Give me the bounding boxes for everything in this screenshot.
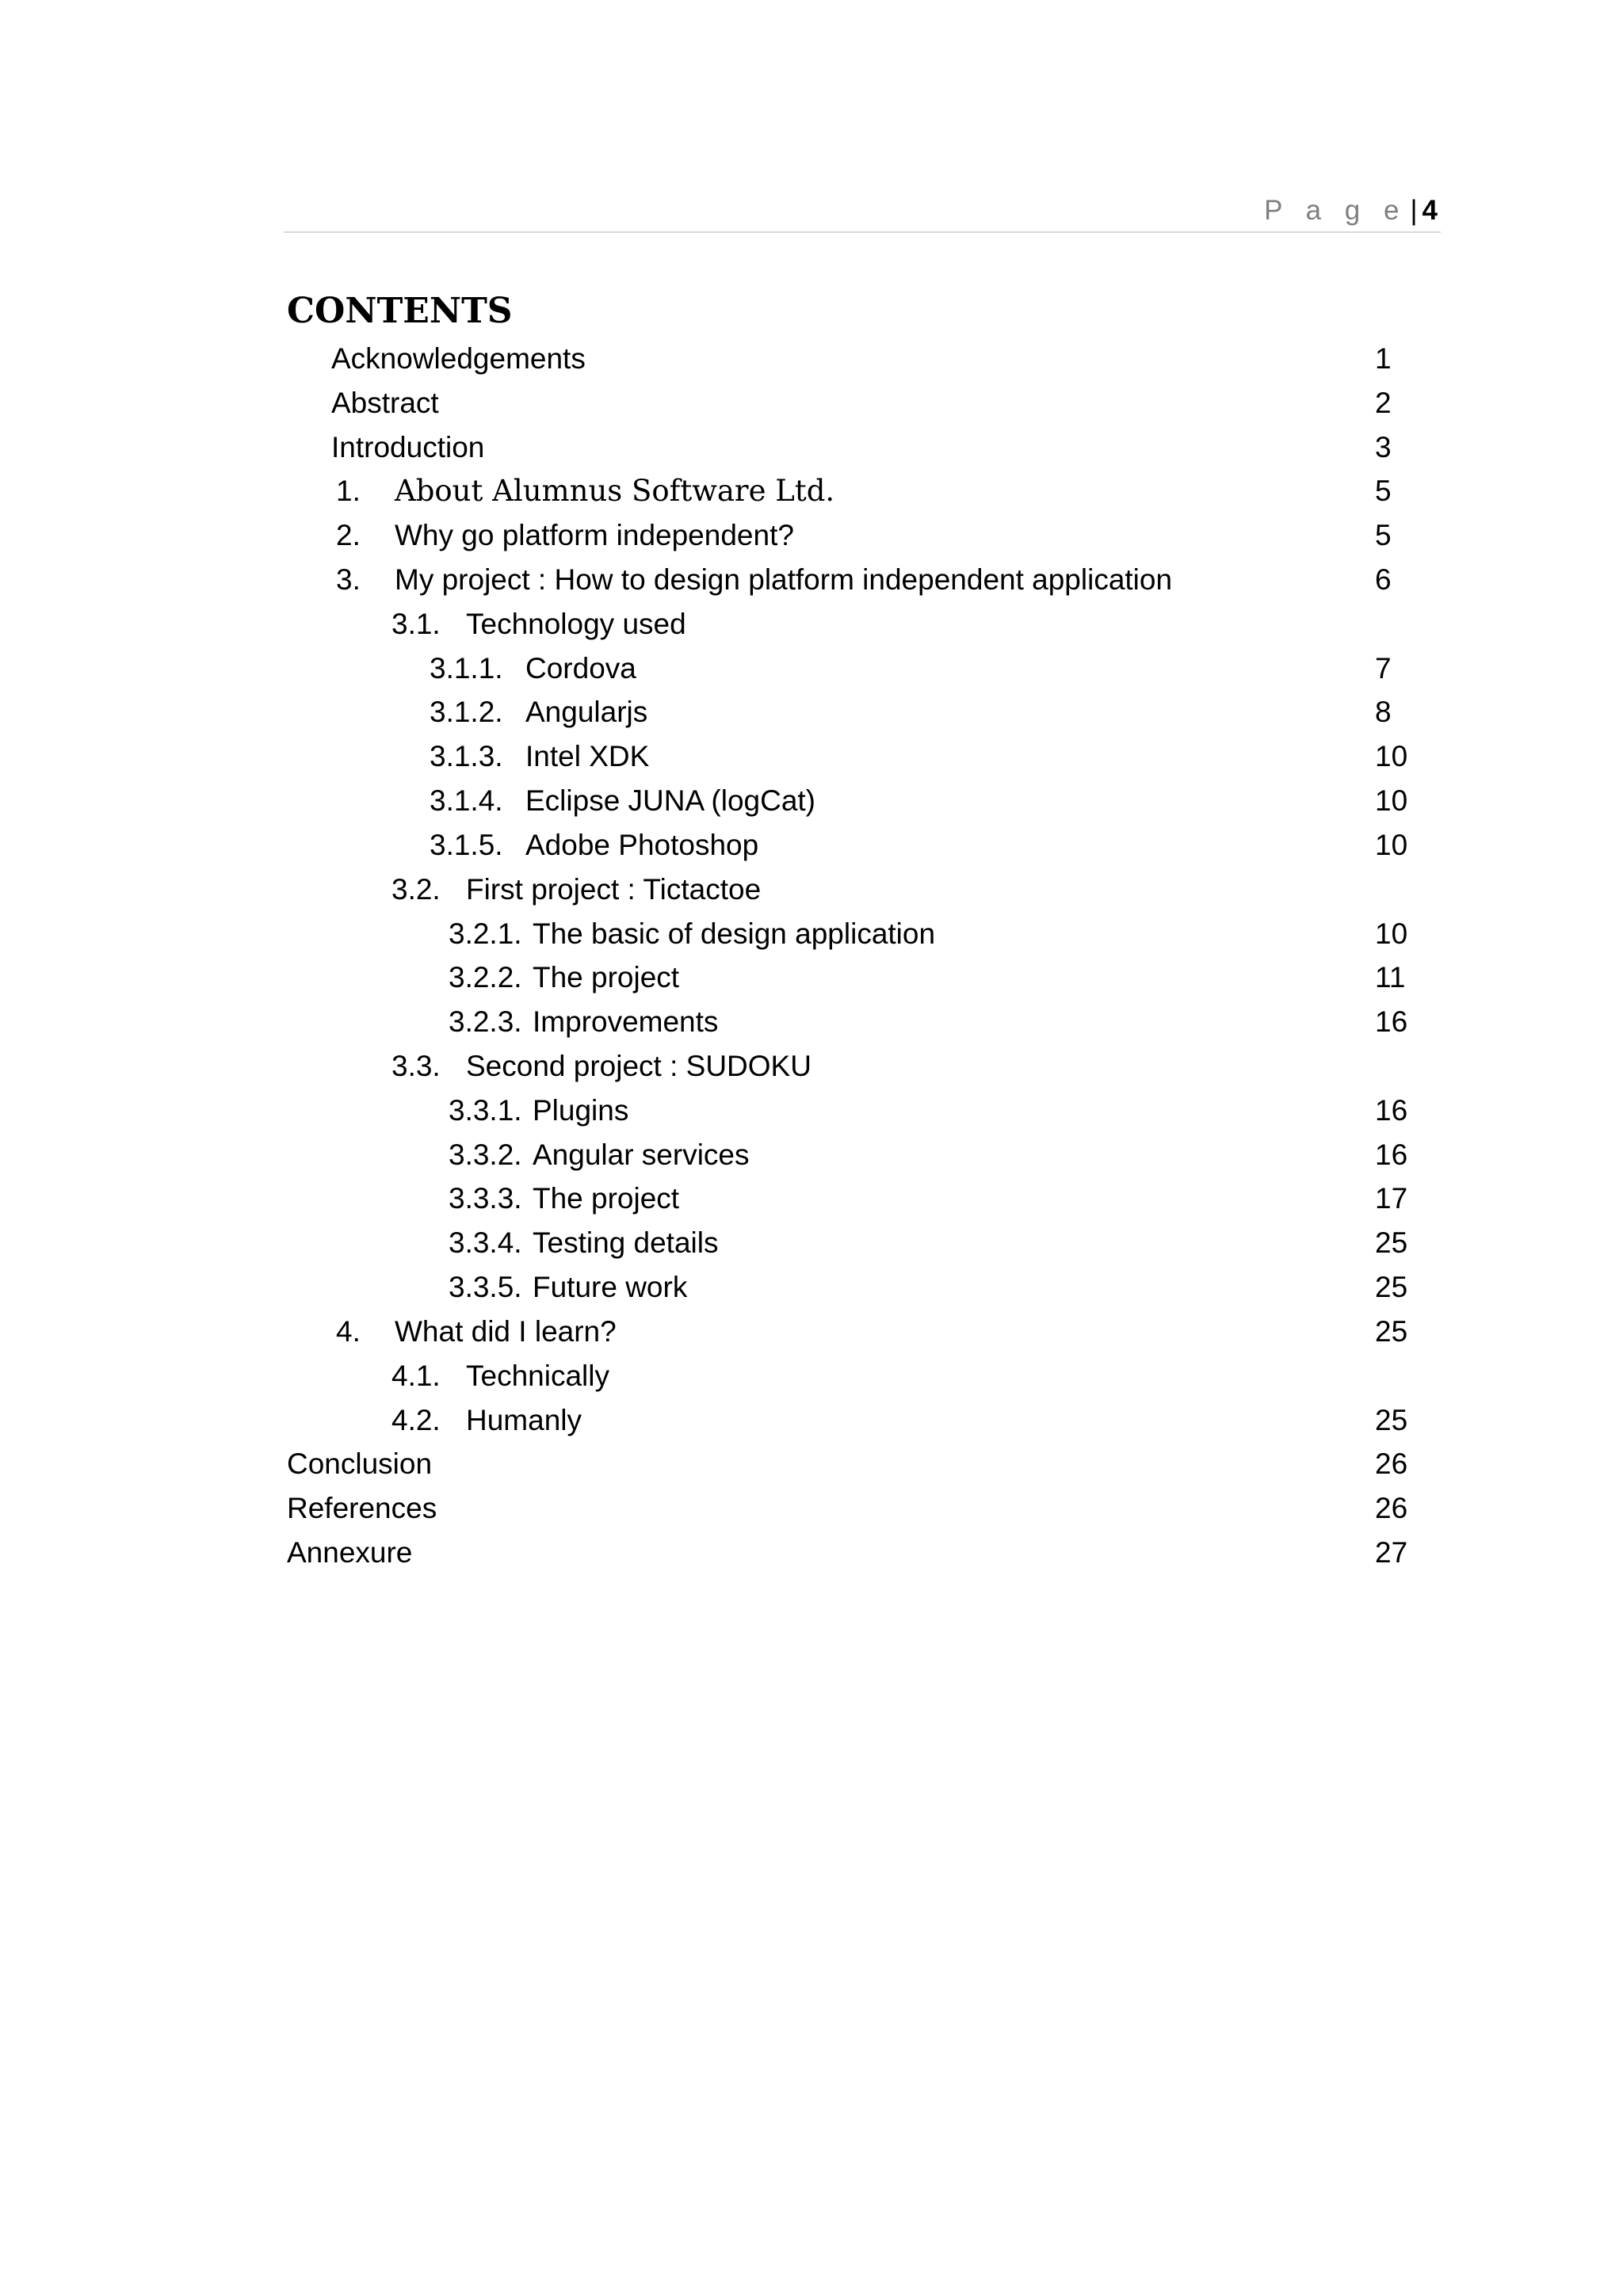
toc-entry-page: 10: [1375, 829, 1408, 861]
toc-entry-label: The project: [533, 961, 680, 994]
toc-entry-label: Plugins: [533, 1094, 629, 1127]
toc-entry-label: Future work: [533, 1271, 688, 1303]
toc-entry: [0, 1531, 1623, 1575]
page-word: P a g e: [1264, 195, 1407, 226]
toc-entry: [0, 779, 1623, 823]
toc-entry-page: 16: [1375, 1138, 1408, 1171]
toc-entry-label: Angularjs: [525, 696, 648, 728]
toc-entry-page: 6: [1375, 563, 1392, 596]
toc-entry: [0, 513, 1623, 558]
toc-entry: [0, 1398, 1623, 1443]
toc-entry: [0, 425, 1623, 470]
toc-entry-number: 3.1.3.: [430, 740, 503, 772]
toc-entry-label: Technology used: [466, 608, 686, 640]
toc-entry-label: Technically: [466, 1360, 609, 1392]
toc-entry-page: 25: [1375, 1315, 1408, 1348]
toc-entry-label: Why go platform independent?: [395, 519, 794, 551]
toc-entry-number: 3.3.4.: [449, 1226, 522, 1259]
toc-entry: [0, 1265, 1623, 1310]
toc-entry-number: 4.2.: [391, 1404, 441, 1436]
toc-entry-page: 5: [1375, 475, 1392, 507]
toc-entry: [0, 1310, 1623, 1354]
toc-entry-page: 7: [1375, 652, 1392, 685]
toc-entry-label: Cordova: [525, 652, 636, 685]
toc-entry-page: 26: [1375, 1447, 1408, 1480]
toc-entry-page: 5: [1375, 519, 1392, 551]
toc-entry: [0, 868, 1623, 912]
toc-entry: [0, 1486, 1623, 1531]
toc-entry-label: About Alumnus Software Ltd.: [395, 474, 835, 508]
toc-entry: [0, 1000, 1623, 1044]
toc-entry: [0, 1133, 1623, 1177]
toc-entry-number: 3.2.1.: [449, 917, 522, 950]
toc-entry-page: 16: [1375, 1005, 1408, 1038]
toc-entry-label: What did I learn?: [395, 1315, 617, 1348]
toc-entry-number: 3.3.3.: [449, 1182, 522, 1215]
toc-entry-page: 11: [1375, 961, 1406, 994]
toc-entry: [0, 1221, 1623, 1265]
toc-entry: [0, 1442, 1623, 1486]
toc-entry-label: Introduction: [331, 431, 485, 463]
toc-entry-number: 3.: [336, 563, 361, 596]
toc-entry-page: 17: [1375, 1182, 1408, 1215]
toc-entry: [0, 646, 1623, 691]
toc-entry-number: 3.1.2.: [430, 696, 503, 728]
toc-entry-label: Testing details: [533, 1226, 719, 1259]
toc-entry-page: 26: [1375, 1492, 1408, 1524]
toc-entry-label: Eclipse JUNA (logCat): [525, 784, 816, 817]
toc-entry: [0, 955, 1623, 1000]
toc-entry: [0, 1044, 1623, 1089]
toc-entry-label: My project : How to design platform independent application: [395, 563, 1173, 596]
toc-entry-page: 10: [1375, 740, 1408, 772]
toc-entry-page: 8: [1375, 696, 1392, 728]
toc-entry-page: 25: [1375, 1404, 1408, 1436]
toc-entry-label: References: [287, 1492, 437, 1524]
toc-entry: [0, 690, 1623, 734]
toc-entry-page: 1: [1375, 342, 1392, 375]
toc-entry-number: 3.3.: [391, 1050, 441, 1082]
toc-entry-label: The basic of design application: [533, 917, 936, 950]
toc-entry-number: 3.2.2.: [449, 961, 522, 994]
toc-entry-page: 25: [1375, 1226, 1408, 1259]
toc-entry-label: Abstract: [331, 387, 439, 419]
toc-entry: [0, 734, 1623, 779]
toc-entry: [0, 1354, 1623, 1398]
toc-entry-label: Adobe Photoshop: [525, 829, 759, 861]
toc-entry: [0, 823, 1623, 868]
toc-entry: [0, 602, 1623, 646]
toc-entry-number: 3.3.1.: [449, 1094, 522, 1127]
toc-entry: [0, 1089, 1623, 1133]
toc-entry-label: Humanly: [466, 1404, 582, 1436]
toc-entry-number: 3.2.: [391, 873, 441, 906]
toc-entry-number: 2.: [336, 519, 361, 551]
toc-entry-number: 3.3.2.: [449, 1138, 522, 1171]
toc-entry-label: Improvements: [533, 1005, 719, 1038]
toc-entry-number: 1.: [336, 475, 361, 507]
toc-entry-number: 4.: [336, 1315, 361, 1348]
toc-entry-page: 10: [1375, 784, 1408, 817]
toc-entry: [0, 469, 1623, 513]
toc-entry-page: 27: [1375, 1536, 1408, 1569]
toc-entry-page: 10: [1375, 917, 1408, 950]
toc-entry: [0, 337, 1623, 381]
toc-entry-page: 16: [1375, 1094, 1408, 1127]
page-separator: |: [1410, 195, 1418, 226]
toc-entry-number: 3.1.: [391, 608, 441, 640]
toc-entry-number: 3.1.1.: [430, 652, 503, 685]
toc-entry-page: 3: [1375, 431, 1392, 463]
toc-entry-label: The project: [533, 1182, 680, 1215]
toc-entry-number: 3.1.5.: [430, 829, 503, 861]
toc-entry-page: 2: [1375, 387, 1392, 419]
toc-entry-label: Intel XDK: [525, 740, 650, 772]
toc-entry-number: 3.3.5.: [449, 1271, 522, 1303]
toc-entry-number: 3.2.3.: [449, 1005, 522, 1038]
toc-entry: [0, 381, 1623, 425]
toc-entry-label: Conclusion: [287, 1447, 433, 1480]
toc-entry: [0, 912, 1623, 956]
toc-entry-label: Angular services: [533, 1138, 750, 1171]
toc-entry-label: Annexure: [287, 1536, 413, 1569]
toc-entry-label: Acknowledgements: [331, 342, 586, 375]
toc-entry-page: 25: [1375, 1271, 1408, 1303]
toc-entry-label: First project : Tictactoe: [466, 873, 762, 906]
toc-title: CONTENTS: [287, 291, 513, 331]
toc-entry: [0, 558, 1623, 602]
toc-entry-number: 4.1.: [391, 1360, 441, 1392]
toc-entry-number: 3.1.4.: [430, 784, 503, 817]
toc-entry-label: Second project : SUDOKU: [466, 1050, 812, 1082]
toc-entry: [0, 1177, 1623, 1221]
page-number: 4: [1422, 195, 1438, 226]
